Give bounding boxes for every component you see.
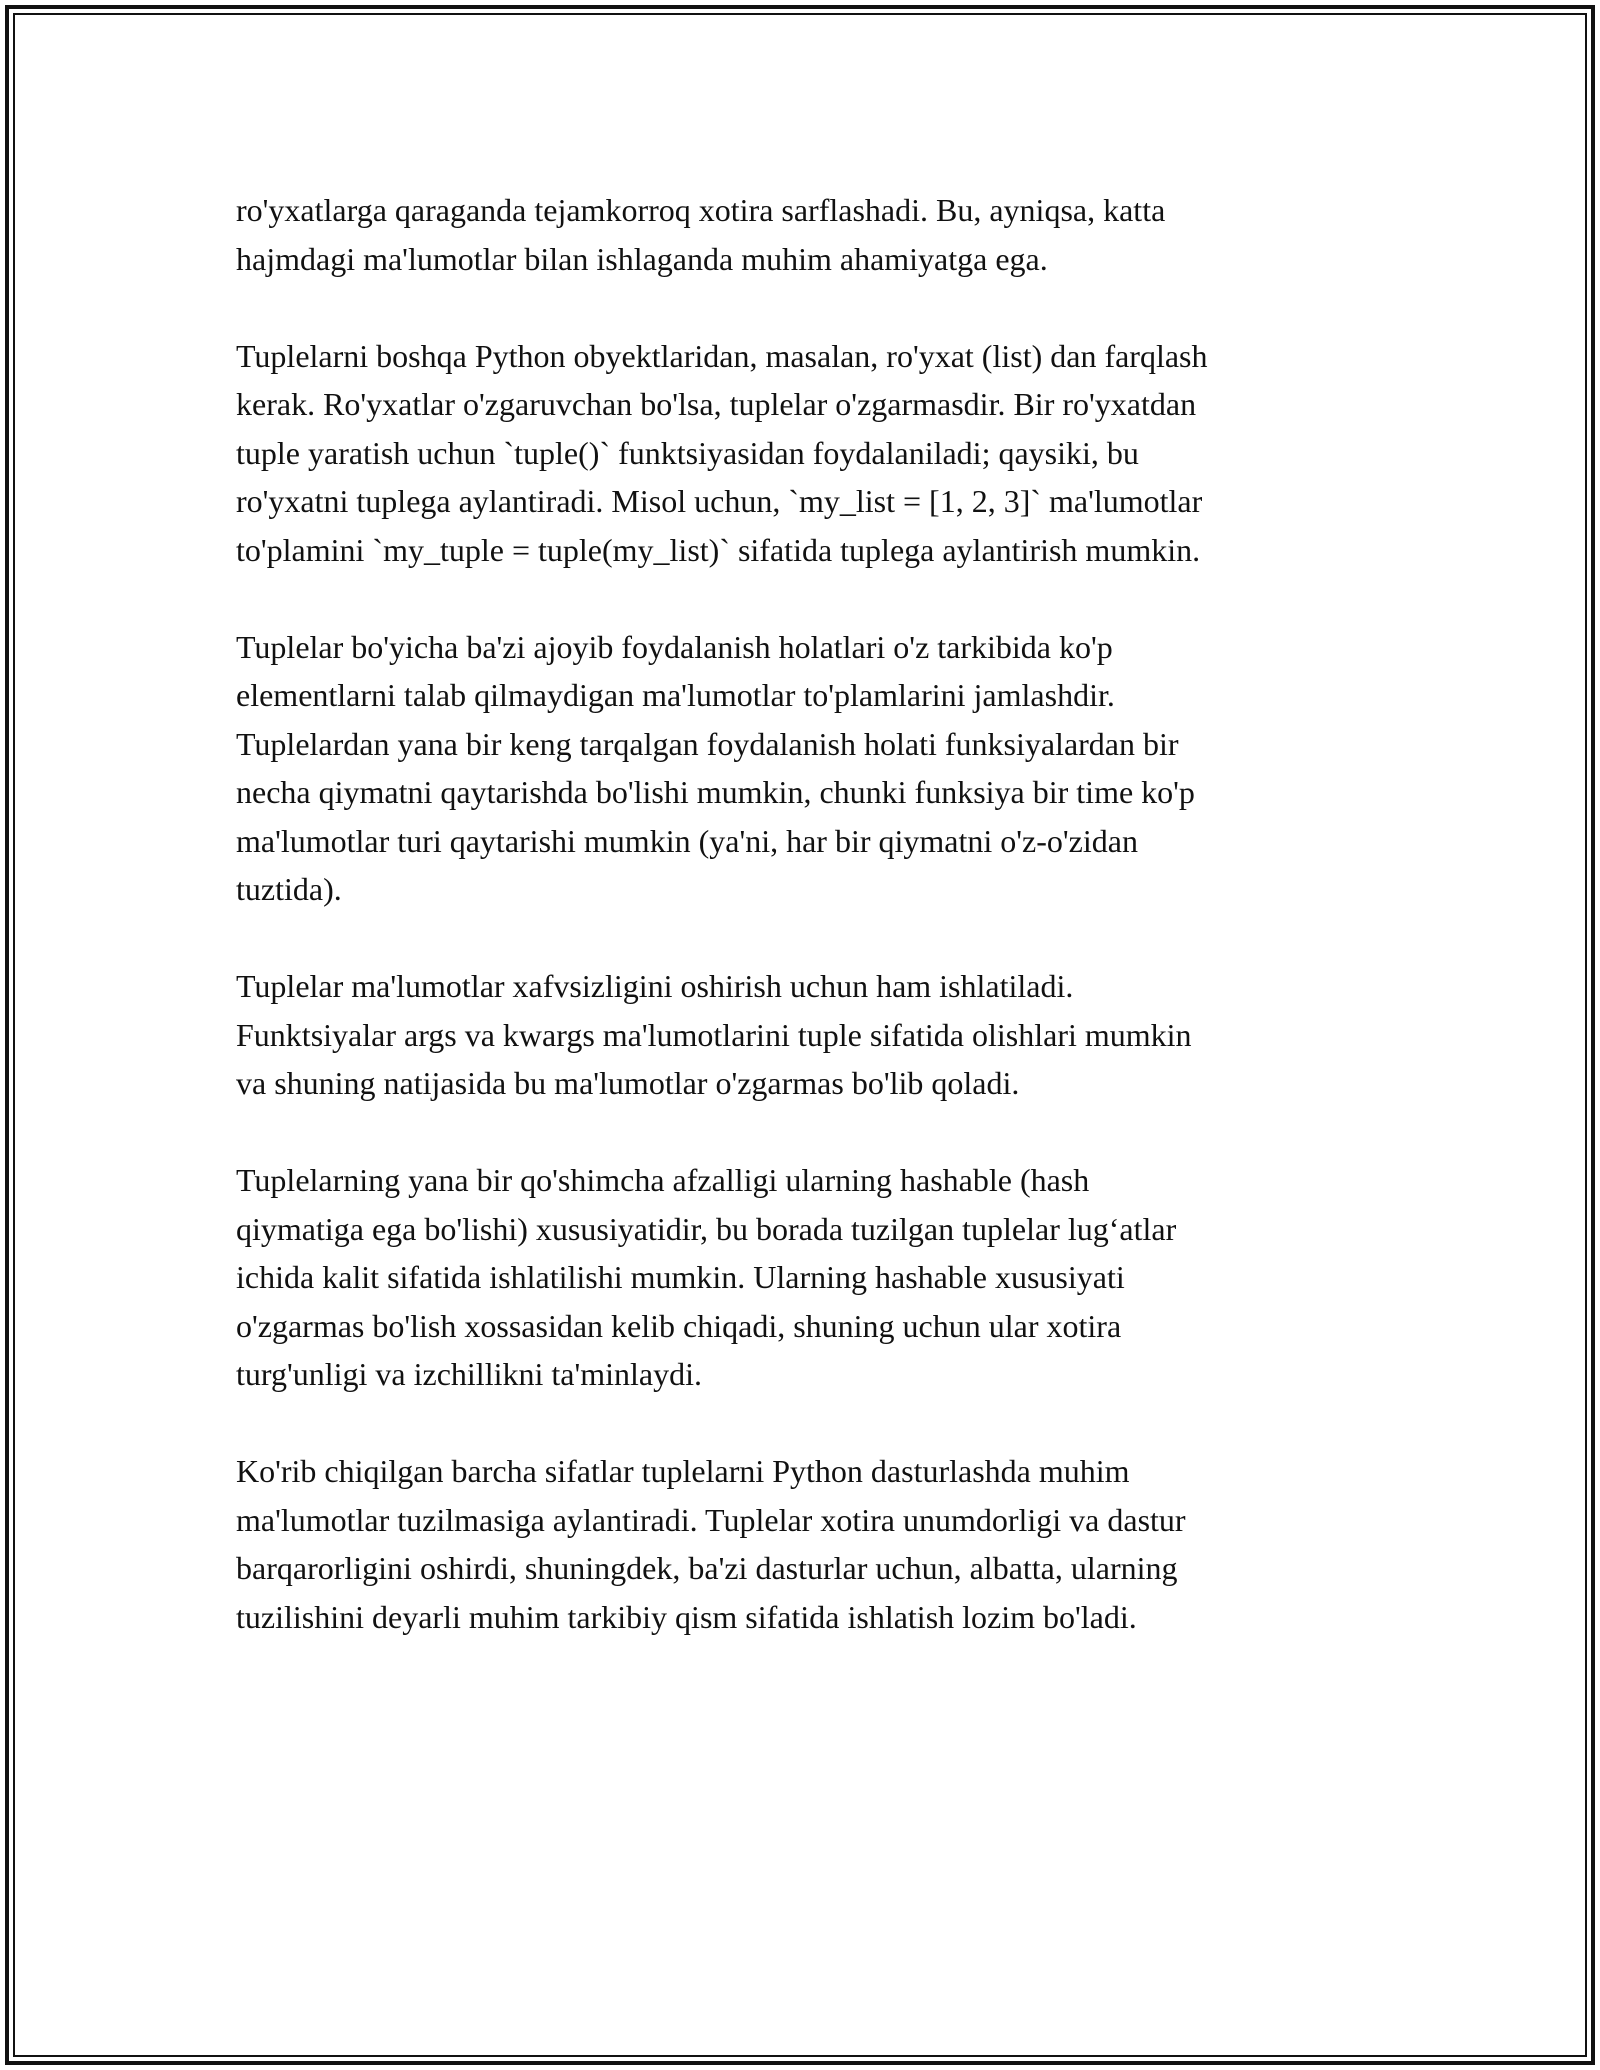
paragraph-5: Tuplelarning yana bir qo'shimcha afzalligi ularning hashable (hash qiymatiga ega bo'lishi) xususiyatidir, bu borada tuzilgan tuplelar lug‘atlar ichida kalit sifatida ishlatilishi mumkin. Ularning hashable xususiyati o'zgarmas bo'lish xossasidan kelib chiqadi, shuning uchun ular xotira turg'unligi va izchillikni ta'minlaydi. — [236, 1162, 1177, 1392]
paragraph-6: Ko'rib chiqilgan barcha sifatlar tuplelarni Python dasturlashda muhim ma'lumotlar tuzilmasiga aylantiradi. Tuplelar xotira unumdorligi va dastur barqarorligini oshirdi, shuningdek, ba'zi dasturlar uchun, albatta, ularning tuzilishini deyarli muhim tarkibiy qism sifatida ishlatish lozim bo'ladi. — [236, 1453, 1186, 1635]
paragraph-4: Tuplelar ma'lumotlar xafvsizligini oshirish uchun ham ishlatiladi. Funktsiyalar args va kwargs ma'lumotlarini tuple sifatida olishlari mumkin va shuning natijasida bu ma'lumotlar o'zgarmas bo'lib qoladi. — [236, 968, 1192, 1101]
paragraph-1: ro'yxatlarga qaraganda tejamkorroq xotira sarflashadi. Bu, ayniqsa, katta hajmdagi ma'lumotlar bilan ishlaganda muhim ahamiyatga ega. — [236, 192, 1166, 277]
paragraph-2: Tuplelarni boshqa Python obyektlaridan, masalan, ro'yxat (list) dan farqlash kerak. Ro'yxatlar o'zgaruvchan bo'lsa, tuplelar o'zgarmasdir. Bir ro'yxatdan tuple yaratish uchun `tuple()` funktsiyasidan foydalaniladi; qaysiki, bu ro'yxatni tuplega aylantiradi. Misol uchun, `my_list = [1, 2, 3]` ma'lumotlar to'plamini `my_tuple = tuple(my_list)` sifatida tuplega aylantirish mumkin. — [236, 337, 1208, 568]
document-body — [236, 186, 1366, 1690]
paragraph-3: Tuplelar bo'yicha ba'zi ajoyib foydalanish holatlari o'z tarkibida ko'p elementlarni talab qilmaydigan ma'lumotlar to'plamlarini jamlashdir. Tuplelardan yana bir keng tarqalgan foydalanish holati funksiyalardan bir necha qiymatni qaytarishda bo'lishi mumkin, chunki funksiya bir time ko'p ma'lumotlar turi qaytarishi mumkin (ya'ni, har bir qiymatni o'z-o'zidan tuztida). — [236, 628, 1195, 907]
